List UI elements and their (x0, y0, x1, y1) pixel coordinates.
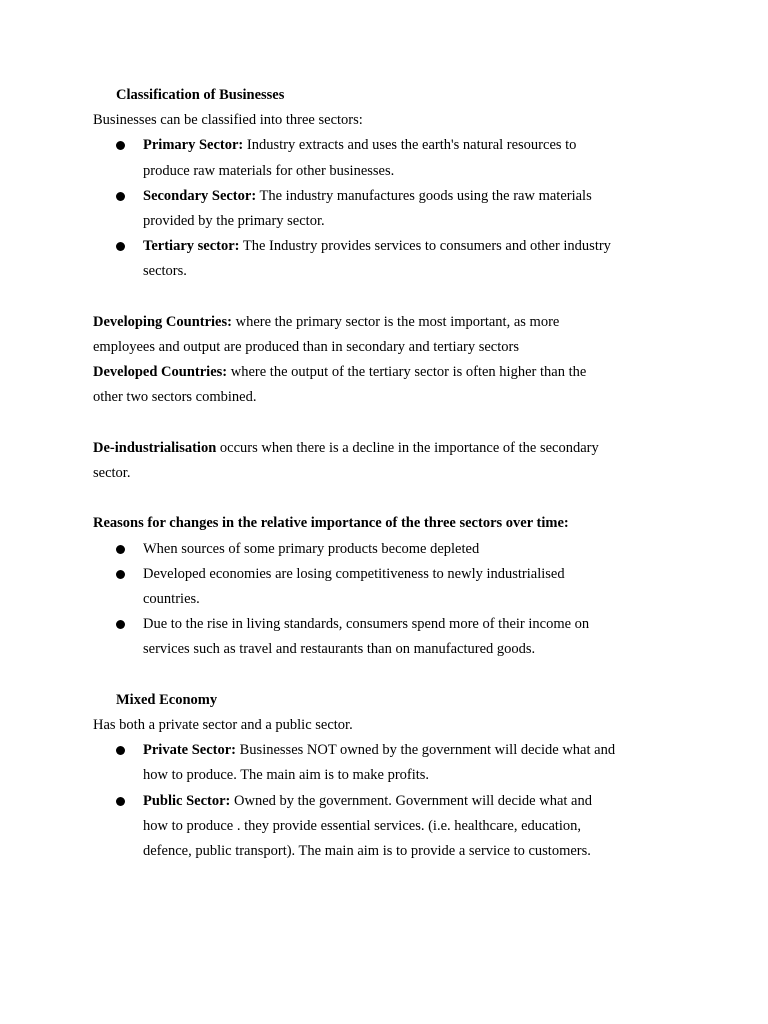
text-private-sector: Businesses NOT owned by the government will decide what and (236, 742, 616, 759)
deindustrialisation-term: De-industrialisation (93, 439, 217, 456)
developed-countries-text-cont: other two sectors combined. (93, 389, 257, 406)
sector-list (93, 133, 653, 284)
bullet-icon (116, 242, 125, 251)
developing-countries-text-cont: employees and output are produced than in secondary and tertiary sectors (93, 339, 519, 356)
document-page (93, 83, 653, 864)
developed-countries-term: Developed Countries: (93, 364, 228, 381)
spacer (93, 411, 653, 436)
text-public-sector-cont-2: defence, public transport). The main aim is to provide a service to customers. (143, 843, 591, 860)
text-public-sector-cont: how to produce . they provide essential services. (i.e. healthcare, education, (143, 817, 582, 834)
bullet-icon (116, 620, 125, 629)
list-item-secondary-sector (93, 184, 653, 234)
deindustrialisation-text: occurs when there is a decline in the importance of the secondary (216, 439, 599, 456)
bullet-icon (116, 192, 125, 201)
term-primary-sector: Primary Sector: (143, 137, 244, 154)
deindustrialisation-text-cont: sector. (93, 465, 131, 482)
term-private-sector: Private Sector: (143, 742, 236, 759)
text-tertiary-sector: The Industry provides services to consumers and other industry (239, 238, 611, 255)
developed-countries-paragraph (93, 360, 653, 385)
reason-text: Due to the rise in living standards, consumers spend more of their income on (143, 616, 590, 633)
list-item-public-sector (93, 789, 653, 865)
bullet-icon (116, 797, 125, 806)
reasons-heading-text: Reasons for changes in the relative importance of the three sectors over time: (93, 515, 569, 532)
list-item-private-sector (93, 738, 653, 788)
term-tertiary-sector: Tertiary sector: (143, 238, 240, 255)
text-secondary-sector: The industry manufactures goods using the raw materials (256, 187, 592, 204)
list-item (93, 612, 653, 662)
spacer (93, 663, 653, 688)
spacer (93, 285, 653, 310)
reason-text-cont: countries. (143, 591, 200, 608)
text-tertiary-sector-cont: sectors. (143, 263, 187, 280)
mixed-economy-list (93, 738, 653, 864)
list-item (93, 537, 653, 562)
spacer (93, 486, 653, 511)
reason-text: Developed economies are losing competitiveness to newly industrialised (143, 565, 565, 582)
developing-countries-term: Developing Countries: (93, 313, 232, 330)
list-item (93, 562, 653, 612)
term-secondary-sector: Secondary Sector: (143, 187, 257, 204)
developed-countries-text: where the output of the tertiary sector is often higher than the (227, 364, 587, 381)
bullet-icon (116, 570, 125, 579)
text-private-sector-cont: how to produce. The main aim is to make profits. (143, 767, 430, 784)
list-item-primary-sector (93, 133, 653, 183)
classification-intro: Businesses can be classified into three sectors: (93, 112, 363, 129)
text-secondary-sector-cont: provided by the primary sector. (143, 213, 325, 230)
bullet-icon (116, 545, 125, 554)
term-public-sector: Public Sector: (143, 792, 231, 809)
text-primary-sector-cont: produce raw materials for other businesses. (143, 162, 395, 179)
deindustrialisation-paragraph (93, 436, 653, 461)
list-item-tertiary-sector (93, 234, 653, 284)
text-public-sector: Owned by the government. Government will decide what and (230, 792, 592, 809)
bullet-icon (116, 141, 125, 150)
developing-countries-text: where the primary sector is the most important, as more (231, 313, 560, 330)
classification-heading: Classification of Businesses (116, 87, 285, 103)
reasons-heading (93, 511, 653, 536)
reason-text: When sources of some primary products become depleted (143, 540, 480, 557)
mixed-economy-intro: Has both a private sector and a public sector. (93, 717, 353, 734)
bullet-icon (116, 746, 125, 755)
reason-text-cont: services such as travel and restaurants than on manufactured goods. (143, 641, 536, 658)
reasons-list (93, 537, 653, 663)
text-primary-sector: Industry extracts and uses the earth's natural resources to (243, 137, 577, 154)
mixed-economy-heading: Mixed Economy (116, 691, 218, 708)
developing-countries-paragraph (93, 310, 653, 335)
